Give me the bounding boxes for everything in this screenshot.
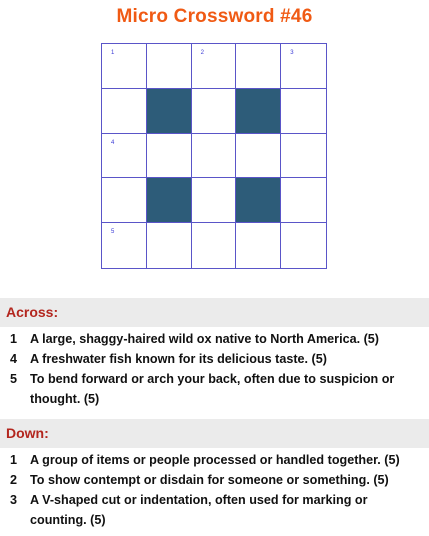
grid-cell[interactable] — [147, 223, 192, 268]
clue-text: To show contempt or disdain for someone or something. (5) — [30, 473, 389, 487]
crossword-grid — [101, 43, 327, 269]
clue-number: 2 — [10, 473, 18, 487]
grid-cell[interactable] — [281, 44, 326, 89]
black-cell — [236, 178, 281, 223]
grid-cell[interactable] — [147, 134, 192, 179]
down-clue-1[interactable] — [0, 450, 429, 470]
grid-cell[interactable] — [236, 44, 281, 89]
black-cell — [236, 89, 281, 134]
grid-cell[interactable] — [102, 44, 147, 89]
grid-cell[interactable] — [192, 89, 237, 134]
grid-cell[interactable] — [281, 178, 326, 223]
grid-cell[interactable] — [102, 89, 147, 134]
clue-text: A group of items or people processed or handled together. (5) — [30, 453, 400, 467]
clue-number: 1 — [10, 453, 18, 467]
grid-cell[interactable] — [236, 223, 281, 268]
grid-cell[interactable] — [281, 223, 326, 268]
grid-cell[interactable] — [236, 134, 281, 179]
down-heading: Down: — [0, 419, 429, 448]
grid-cell[interactable] — [102, 134, 147, 179]
across-clue-4[interactable] — [0, 349, 429, 369]
clue-number: 4 — [10, 352, 18, 366]
cell-number: 1 — [111, 50, 115, 56]
black-cell — [147, 89, 192, 134]
down-clue-2[interactable] — [0, 470, 429, 490]
cell-number: 2 — [200, 50, 204, 56]
clue-text: A large, shaggy-haired wild ox native to North America. (5) — [30, 332, 379, 346]
clue-text: A freshwater fish known for its delicious taste. (5) — [30, 352, 327, 366]
across-clue-list — [0, 329, 429, 409]
grid-cell[interactable] — [102, 223, 147, 268]
across-heading: Across: — [0, 298, 429, 327]
grid-cell[interactable] — [281, 89, 326, 134]
clue-number: 3 — [10, 493, 18, 507]
grid-cell[interactable] — [281, 134, 326, 179]
grid-cell[interactable] — [192, 134, 237, 179]
grid-cell[interactable] — [192, 178, 237, 223]
clue-text: A V-shaped cut or indentation, often used for marking or counting. (5) — [30, 493, 368, 527]
across-clue-5[interactable] — [0, 369, 429, 409]
clue-text: To bend forward or arch your back, often due to suspicion or thought. (5) — [30, 372, 395, 406]
cell-number: 3 — [290, 50, 294, 56]
cell-number: 5 — [111, 229, 115, 236]
across-clue-1[interactable] — [0, 329, 429, 349]
grid-cell[interactable] — [102, 178, 147, 223]
clue-number: 5 — [10, 372, 18, 386]
down-clue-list — [0, 450, 429, 530]
clue-number: 1 — [10, 332, 18, 346]
black-cell — [147, 178, 192, 223]
cell-number: 4 — [111, 139, 115, 146]
grid-cell[interactable] — [192, 223, 237, 268]
down-clue-3[interactable] — [0, 490, 429, 530]
grid-cell[interactable] — [147, 44, 192, 89]
puzzle-title: Micro Crossword #46 — [116, 6, 313, 27]
grid-cell[interactable] — [192, 44, 237, 89]
